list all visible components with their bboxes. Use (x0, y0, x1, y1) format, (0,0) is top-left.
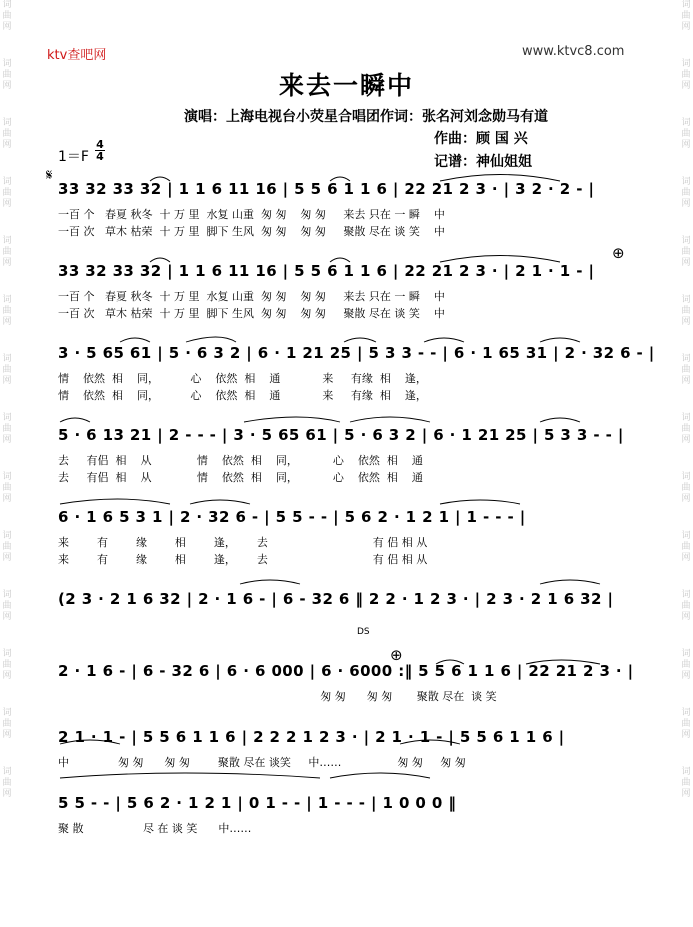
ds-mark: DS (357, 627, 370, 637)
segno-mark: 𝄋 (46, 166, 53, 184)
watermark-char: 网 (2, 317, 12, 327)
watermark-char: 词 (681, 767, 691, 777)
lyric-line: 一百 次 草木 枯荣 十 万 里 脚下 生风 匆 匆 匆 匆 聚散 尽在 谈 笑 中 (58, 307, 445, 320)
watermark-char: 词 (2, 767, 12, 777)
watermark-char: 词 (2, 236, 12, 246)
watermark-char: 词 (2, 649, 12, 659)
watermark-char: 曲 (2, 247, 12, 257)
score-notes-line: 5 5 - - | 5 6 2 · 1 2 1 | 0 1 - - | 1 - - - | 1 0 0 0 ‖ (58, 794, 457, 812)
watermark-char: 曲 (2, 188, 12, 198)
score-notes-line: 2 · 1 6 - | 6 - 32 6 | 6 · 6 000 | 6 · 6000 :‖ 5 5 6 1 1 6 | 22 21 2 3 · | (58, 662, 634, 680)
watermark-char: 网 (2, 553, 12, 563)
watermark-char: 曲 (681, 188, 691, 198)
watermark-char: 词 (681, 236, 691, 246)
score-notes-line: 3 · 5 65 61 | 5 · 6 3 2 | 6 · 1 21 25 | 5 3 3 - - | 6 · 1 65 31 | 2 · 32 6 - | (58, 344, 655, 362)
watermark-char: 曲 (2, 70, 12, 80)
watermark-char: 网 (2, 789, 12, 799)
song-title: 来去一瞬中 (278, 71, 414, 100)
watermark-char: 词 (681, 177, 691, 187)
watermark-char: 曲 (2, 483, 12, 493)
watermark-char: 网 (681, 553, 691, 563)
watermark-char: 词 (681, 0, 691, 10)
watermark-char: 网 (681, 730, 691, 740)
watermark-char: 曲 (2, 601, 12, 611)
watermark-char: 网 (681, 435, 691, 445)
watermark-char: 曲 (681, 601, 691, 611)
watermark-char: 网 (2, 258, 12, 268)
watermark-char: 词 (681, 354, 691, 364)
watermark-char: 网 (681, 199, 691, 209)
watermark-char: 词 (681, 531, 691, 541)
lyric-line: 一百 个 春夏 秋冬 十 万 里 水复 山重 匆 匆 匆 匆 来去 只在 一 瞬 中 (58, 290, 445, 303)
watermark-char: 曲 (2, 778, 12, 788)
watermark-char: 网 (681, 376, 691, 386)
watermark-char: 曲 (681, 778, 691, 788)
watermark-char: 网 (681, 789, 691, 799)
watermark-char: 词 (2, 413, 12, 423)
lyric-line: 来 有 缘 相 逢， 去 有 侣 相 从 (58, 553, 428, 566)
watermark-char: 词 (681, 59, 691, 69)
watermark-char: 曲 (681, 11, 691, 21)
score-notes-line: 33 32 33 32 | 1 1 6 11 16 | 5 5 6 1 1 6 | 22 21 2 3 · | 2 1 · 1 - | (58, 262, 595, 280)
score-notes-line: (2 3 · 2 1 6 32 | 2 · 1 6 - | 6 - 32 6 ‖ 2 2 · 1 2 3 · | 2 3 · 2 1 6 32 | (58, 590, 614, 608)
coda-mark-2: ⊕ (390, 646, 403, 664)
performer-credit: 演唱：上海电视台小荧星合唱团作词：张名河刘念勋马有道 (184, 109, 548, 125)
watermark-char: 曲 (681, 129, 691, 139)
composer-credit: 作曲：顾 国 兴 (434, 131, 528, 147)
watermark-char: 网 (681, 612, 691, 622)
score-notes-line: 6 · 1 6 5 3 1 | 2 · 32 6 - | 5 5 - - | 5 6 2 · 1 2 1 | 1 - - - | (58, 508, 526, 526)
watermark-char: 词 (681, 295, 691, 305)
watermark-char: 曲 (2, 129, 12, 139)
watermark-char: 网 (2, 376, 12, 386)
lyric-line: 中 匆 匆 匆 匆 聚散 尽在 谈笑 中…… 匆 匆 匆 匆 (58, 756, 466, 769)
lyric-line: 情 依然 相 同， 心 依然 相 通 来 有缘 相 逢， (58, 389, 427, 402)
watermark-char: 曲 (2, 719, 12, 729)
watermark-char: 词 (2, 472, 12, 482)
lyric-line: 聚 散 尽 在 谈 笑 中…… (58, 822, 252, 835)
watermark-char: 曲 (2, 542, 12, 552)
watermark-char: 网 (681, 140, 691, 150)
watermark-char: 词 (681, 118, 691, 128)
watermark-char: 网 (681, 81, 691, 91)
watermark-char: 词 (681, 413, 691, 423)
watermark-char: 曲 (681, 719, 691, 729)
watermark-char: 曲 (681, 660, 691, 670)
watermark-char: 网 (2, 494, 12, 504)
lyric-line: 去 有侣 相 从 情 依然 相 同， 心 依然 相 通 (58, 454, 423, 467)
lyric-line: 去 有侣 相 从 情 依然 相 同， 心 依然 相 通 (58, 471, 423, 484)
watermark-char: 词 (2, 590, 12, 600)
watermark-char: 词 (2, 59, 12, 69)
watermark-char: 网 (2, 199, 12, 209)
watermark-char: 曲 (681, 424, 691, 434)
watermark-char: 网 (681, 22, 691, 32)
score-notes-line: 33 32 33 32 | 1 1 6 11 16 | 5 5 6 1 1 6 | 22 21 2 3 · | 3 2 · 2 - | (58, 180, 595, 198)
lyric-line: 一百 个 春夏 秋冬 十 万 里 水复 山重 匆 匆 匆 匆 来去 只在 一 瞬 中 (58, 208, 445, 221)
watermark-char: 曲 (681, 542, 691, 552)
watermark-char: 词 (2, 708, 12, 718)
watermark-char: 曲 (681, 365, 691, 375)
lyric-line: 来 有 缘 相 逢， 去 有 侣 相 从 (58, 536, 428, 549)
watermark-char: 曲 (2, 365, 12, 375)
watermark-char: 网 (681, 317, 691, 327)
watermark-char: 曲 (681, 306, 691, 316)
watermark-char: 网 (681, 494, 691, 504)
watermark-char: 词 (2, 118, 12, 128)
transcriber-credit: 记谱：神仙姐姐 (434, 154, 532, 170)
watermark-char: 网 (2, 81, 12, 91)
watermark-char: 词 (681, 708, 691, 718)
watermark-char: 网 (2, 140, 12, 150)
watermark-char: 词 (2, 0, 12, 10)
score-notes-line: 5 · 6 13 21 | 2 - - - | 3 · 5 65 61 | 5 · 6 3 2 | 6 · 1 21 25 | 5 3 3 - - | (58, 426, 624, 444)
watermark-char: 网 (2, 612, 12, 622)
site-url[interactable]: www.ktvc8.com (522, 44, 625, 59)
lyric-line: 匆 匆 匆 匆 聚散 尽在 谈 笑 (58, 690, 497, 703)
watermark-char: 网 (2, 435, 12, 445)
watermark-char: 曲 (681, 70, 691, 80)
coda-mark-1: ⊕ (612, 244, 625, 262)
watermark-char: 曲 (681, 483, 691, 493)
watermark-char: 词 (2, 295, 12, 305)
watermark-char: 词 (681, 590, 691, 600)
watermark-char: 词 (681, 472, 691, 482)
lyric-line: 情 依然 相 同， 心 依然 相 通 来 有缘 相 逢， (58, 372, 427, 385)
watermark-char: 网 (2, 22, 12, 32)
watermark-char: 词 (2, 354, 12, 364)
watermark-char: 词 (681, 649, 691, 659)
watermark-char: 词 (2, 531, 12, 541)
watermark-char: 网 (681, 258, 691, 268)
watermark-char: 网 (2, 671, 12, 681)
time-bottom: 4 (96, 150, 104, 163)
brand-logo-text[interactable]: ktv查吧网 (47, 48, 107, 63)
time-top: 4 (96, 138, 104, 151)
watermark-char: 曲 (2, 424, 12, 434)
watermark-char: 曲 (681, 247, 691, 257)
watermark-char: 曲 (2, 660, 12, 670)
key-signature: 1＝F (58, 149, 89, 165)
watermark-char: 网 (2, 730, 12, 740)
score-notes-line: 2 1 · 1 - | 5 5 6 1 1 6 | 2 2 2 1 2 3 · | 2 1 · 1 - | 5 5 6 1 1 6 | (58, 728, 565, 746)
watermark-char: 词 (2, 177, 12, 187)
watermark-char: 曲 (2, 306, 12, 316)
watermark-char: 曲 (2, 11, 12, 21)
watermark-char: 网 (681, 671, 691, 681)
lyric-line: 一百 次 草木 枯荣 十 万 里 脚下 生风 匆 匆 匆 匆 聚散 尽在 谈 笑 中 (58, 225, 445, 238)
